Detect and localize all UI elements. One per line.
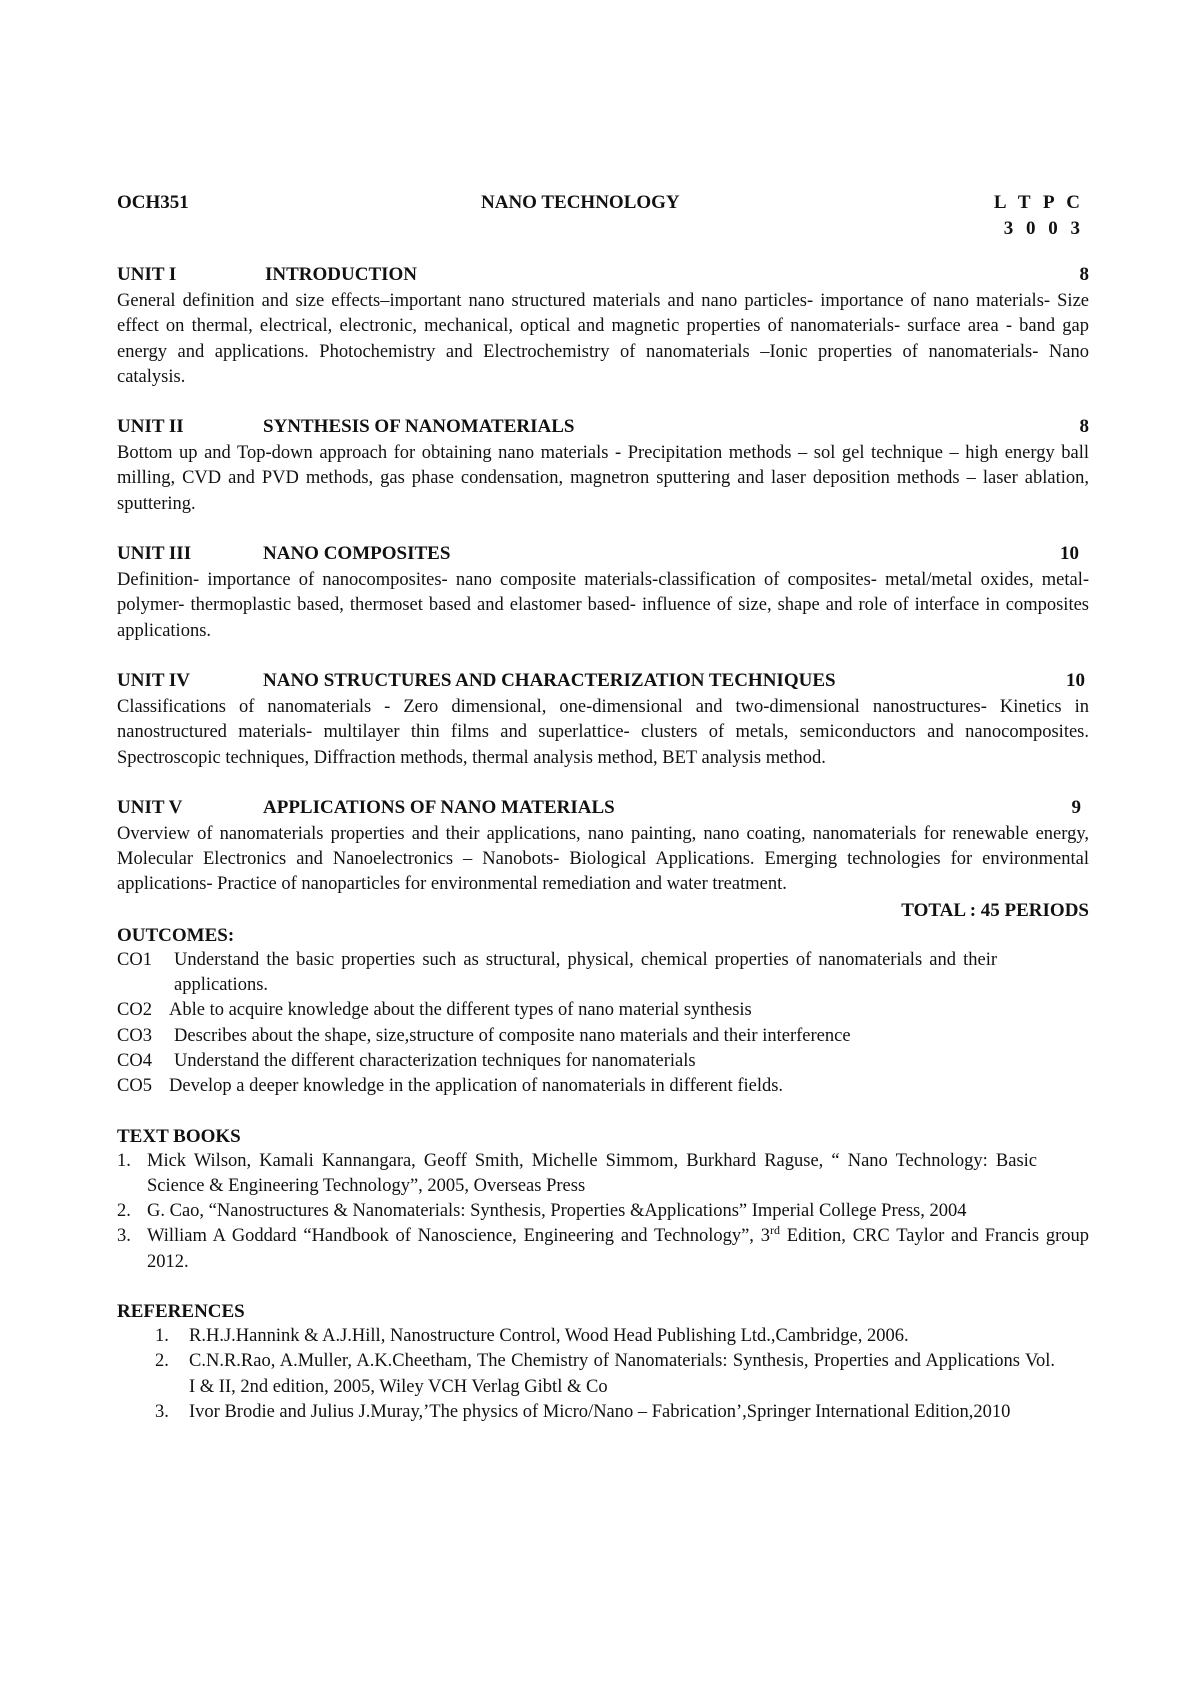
references-heading: REFERENCES xyxy=(117,1301,245,1323)
reference-number: 3. xyxy=(155,1401,169,1422)
outcomes-list xyxy=(117,948,997,1100)
unit-title: APPLICATIONS OF NANO MATERIALS xyxy=(263,796,615,818)
textbook-text xyxy=(147,1224,1089,1275)
course-code: OCH351 xyxy=(117,192,189,213)
unit-5 xyxy=(117,797,1089,898)
references-list xyxy=(117,1324,1055,1425)
unit-number: UNIT II xyxy=(117,416,184,438)
ltpc-credits: 3 0 0 3 xyxy=(1003,218,1081,239)
outcome-text: Understand the different characterization techniques for nanomaterials xyxy=(174,1050,696,1071)
syllabus-content xyxy=(117,192,1089,1425)
outcome-text: Able to acquire knowledge about the different types of nano material synthesis xyxy=(169,1000,752,1021)
outcome-id: CO3 xyxy=(117,1025,152,1046)
outcome-id: CO5 xyxy=(117,1076,152,1097)
reference-text: Ivor Brodie and Julius J.Muray,’The physics of Micro/Nano – Fabrication’,Springer International Edition,2010 xyxy=(189,1401,1011,1422)
outcome-id: CO2 xyxy=(117,1000,152,1021)
outcome-text: Understand the basic properties such as structural, physical, chemical properties of nanomaterials and their applications. xyxy=(174,949,997,996)
unit-description: Definition- importance of nanocomposites- nano composite materials-classification of composites- metal/metal oxides, metal-polymer- thermoplastic based, thermoset based and elastomer based- influence of size, shape and role of interface in composites applications. xyxy=(117,570,1089,641)
course-header xyxy=(117,192,1089,238)
total-periods: TOTAL : 45 PERIODS xyxy=(901,899,1089,921)
unit-hours: 9 xyxy=(1071,796,1081,818)
unit-title: NANO COMPOSITES xyxy=(263,543,451,565)
reference-text: R.H.J.Hannink & A.J.Hill, Nanostructure Control, Wood Head Publishing Ltd.,Cambridge, 2006. xyxy=(189,1326,909,1347)
textbooks-list xyxy=(117,1149,1089,1275)
textbook-text-part: William A Goddard “Handbook of Nanoscience, Engineering and Technology”, 3 xyxy=(147,1226,770,1247)
textbook-item xyxy=(117,1199,1037,1224)
unit-number: UNIT V xyxy=(117,796,183,818)
unit-heading xyxy=(117,797,1089,822)
outcomes-heading: OUTCOMES: xyxy=(117,924,235,946)
textbook-text: Mick Wilson, Kamali Kannangara, Geoff Smith, Michelle Simmom, Burkhard Raguse, “ Nano Technology: Basic Science & Engineering Technology”, 2005, Overseas Press xyxy=(147,1150,1037,1196)
unit-title: SYNTHESIS OF NANOMATERIALS xyxy=(263,416,575,438)
unit-4 xyxy=(117,670,1089,771)
textbook-number: 2. xyxy=(117,1201,131,1222)
unit-title: NANO STRUCTURES AND CHARACTERIZATION TECHNIQUES xyxy=(263,669,836,691)
outcome-text: Develop a deeper knowledge in the application of nanomaterials in different fields. xyxy=(169,1076,784,1097)
unit-heading xyxy=(117,416,1089,441)
textbook-number: 1. xyxy=(117,1150,131,1171)
textbook-superscript: rd xyxy=(770,1223,780,1238)
unit-2 xyxy=(117,416,1089,517)
reference-item xyxy=(155,1324,1055,1349)
unit-heading xyxy=(117,670,1089,695)
unit-number: UNIT III xyxy=(117,543,192,565)
outcome-item xyxy=(117,998,997,1023)
ltpc-label: L T P C xyxy=(993,192,1081,213)
textbook-item xyxy=(117,1149,1037,1200)
outcome-id: CO4 xyxy=(117,1050,152,1071)
unit-hours: 8 xyxy=(1079,416,1089,438)
reference-text: C.N.R.Rao, A.Muller, A.K.Cheetham, The Chemistry of Nanomaterials: Synthesis, Properties and Applications Vol. I & II, 2nd edition, 2005, Wiley VCH Verlag Gibtl & Co xyxy=(189,1351,1055,1397)
outcome-text: Describes about the shape, size,structure of composite nano materials and their interference xyxy=(174,1025,851,1046)
unit-3 xyxy=(117,543,1089,644)
unit-hours: 8 xyxy=(1079,264,1089,285)
outcome-item xyxy=(117,1024,997,1049)
unit-title: INTRODUCTION xyxy=(265,264,418,285)
textbook-text: G. Cao, “Nanostructures & Nanomaterials: Synthesis, Properties &Applications” Imperial College Press, 2004 xyxy=(147,1201,967,1222)
unit-description: Overview of nanomaterials properties and their applications, nano painting, nano coating, nanomaterials for renewable energy, Molecular Electronics and Nanoelectronics – Nanobots- Biological Applications. Emerging technologies for environmental applications- Practice of nanoparticles for environmental remediation and water treatment. xyxy=(117,823,1089,895)
unit-number: UNIT I xyxy=(117,264,177,285)
unit-description: Classifications of nanomaterials - Zero dimensional, one-dimensional and two-dimensional nanostructures- Kinetics in nanostructured materials- multilayer thin films and superlattice- clusters of metals, semiconductors and nanocomposites. Spectroscopic techniques, Diffraction methods, thermal analysis method, BET analysis method. xyxy=(117,696,1089,768)
reference-number: 2. xyxy=(155,1351,169,1372)
outcome-item xyxy=(117,948,997,999)
unit-hours: 10 xyxy=(1060,543,1079,565)
textbook-item xyxy=(117,1224,1089,1275)
outcome-item xyxy=(117,1074,997,1099)
unit-heading xyxy=(117,543,1089,568)
textbook-text-part: Edition, CRC Taylor and Francis group 2012. xyxy=(147,1226,1089,1272)
textbook-number: 3. xyxy=(117,1226,131,1247)
outcome-id: CO1 xyxy=(117,949,152,970)
unit-heading xyxy=(117,264,1089,289)
course-title: NANO TECHNOLOGY xyxy=(481,192,680,213)
outcome-item xyxy=(117,1049,997,1074)
unit-description: General definition and size effects–important nano structured materials and nano particles- importance of nano materials- Size effect on thermal, electrical, electronic, mechanical, optical and magnetic properties of nanomaterials- surface area - band gap energy and applications. Photochemistry and Electrochemistry of nanomaterials –Ionic properties of nanomaterials- Nano catalysis. xyxy=(117,291,1089,387)
unit-description: Bottom up and Top-down approach for obtaining nano materials - Precipitation methods – sol gel technique – high energy ball milling, CVD and PVD methods, gas phase condensation, magnetron sputtering and laser deposition methods – laser ablation, sputtering. xyxy=(117,443,1089,514)
textbooks-heading: TEXT BOOKS xyxy=(117,1125,241,1147)
unit-hours: 10 xyxy=(1066,669,1085,691)
reference-item xyxy=(155,1400,1055,1425)
reference-number: 1. xyxy=(155,1326,169,1347)
unit-1 xyxy=(117,264,1089,390)
unit-number: UNIT IV xyxy=(117,669,191,691)
reference-item xyxy=(155,1349,1055,1400)
